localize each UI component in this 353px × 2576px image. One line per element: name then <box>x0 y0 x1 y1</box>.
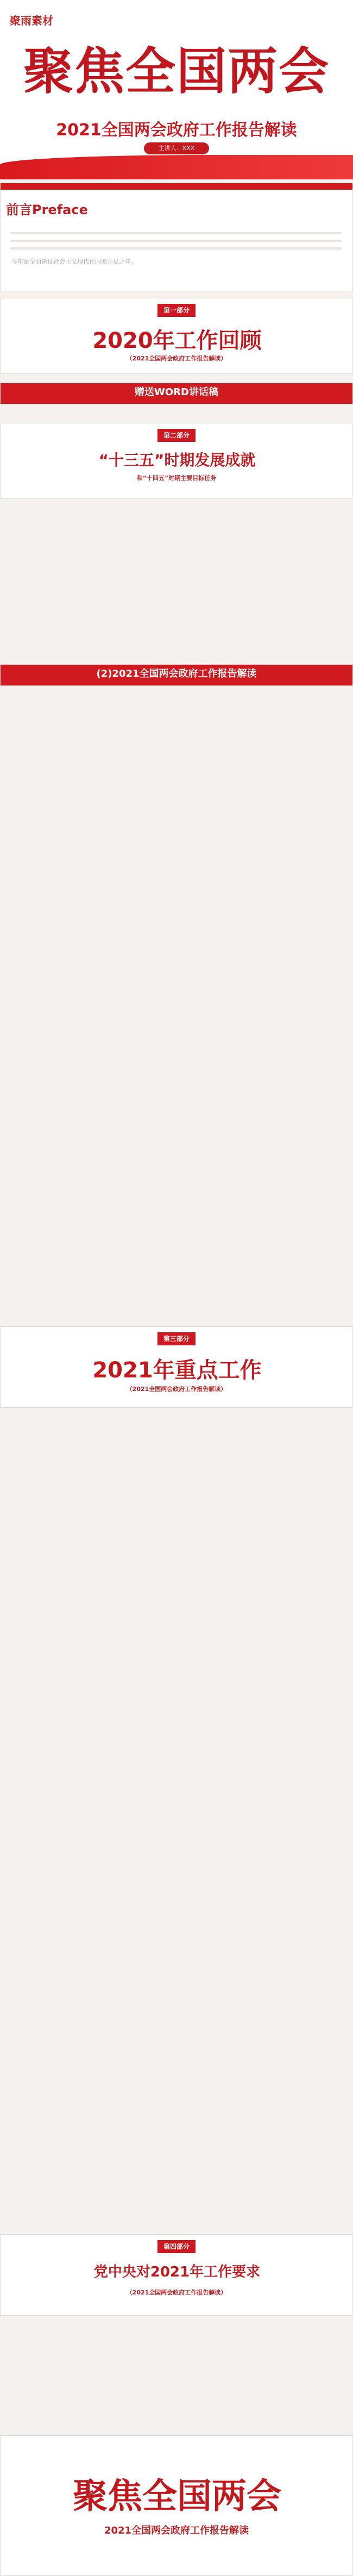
section4-slide <box>0 2234 353 2316</box>
red-wave <box>0 155 353 179</box>
ending-subtitle: 2021全国两会政府工作报告解读 <box>104 2525 249 2536</box>
ending-title: 聚焦全国两会 <box>73 2476 281 2517</box>
preface-body: 今年是全面建设社会主义现代化国家开局之年。 <box>11 258 137 265</box>
section-title: 党中央对2021年工作要求 <box>93 2264 261 2280</box>
logo-text: 聚雨素材 <box>10 14 53 27</box>
preface-heading: 前言Preface <box>6 202 88 217</box>
hero-title: 聚焦全国两会 <box>23 42 330 101</box>
section-title: “十三五”时期发展成就 <box>98 451 256 469</box>
section3-slide <box>0 1326 353 1408</box>
top-bar <box>1 183 352 190</box>
text-line <box>10 232 342 234</box>
section1-slide <box>0 298 353 374</box>
section-subtitle: （2021全国两会政府工作报告解读） <box>126 1386 227 1393</box>
section-tag: 第三部分 <box>157 1332 196 1345</box>
section-title: 2020年工作回顾 <box>92 328 262 353</box>
section-subtitle: （2021全国两会政府工作报告解读） <box>126 2289 227 2296</box>
preface-slide <box>0 183 353 291</box>
banner-text: (2)2021全国两会政府工作报告解读 <box>96 668 257 679</box>
hero-subtitle: 2021全国两会政府工作报告解读 <box>56 121 297 140</box>
banner-1 <box>0 383 353 404</box>
author-pill: 主讲人：XXX <box>144 142 209 154</box>
section-tag: 第四部分 <box>157 2240 196 2253</box>
ending-slide <box>0 2435 353 2576</box>
section-subtitle: （2021全国两会政府工作报告解读） <box>126 355 227 362</box>
section-tag: 第一部分 <box>157 304 196 317</box>
banner-text: 赠送WORD讲话稿 <box>135 386 218 398</box>
section-subtitle: 和“十四五”时期主要目标任务 <box>136 475 217 482</box>
hero-banner <box>0 0 353 179</box>
section2-slide <box>0 423 353 499</box>
text-line <box>10 240 342 242</box>
text-line <box>10 247 342 250</box>
section-title: 2021年重点工作 <box>92 1358 262 1383</box>
banner-2 <box>0 664 353 686</box>
section-tag: 第二部分 <box>157 429 196 442</box>
